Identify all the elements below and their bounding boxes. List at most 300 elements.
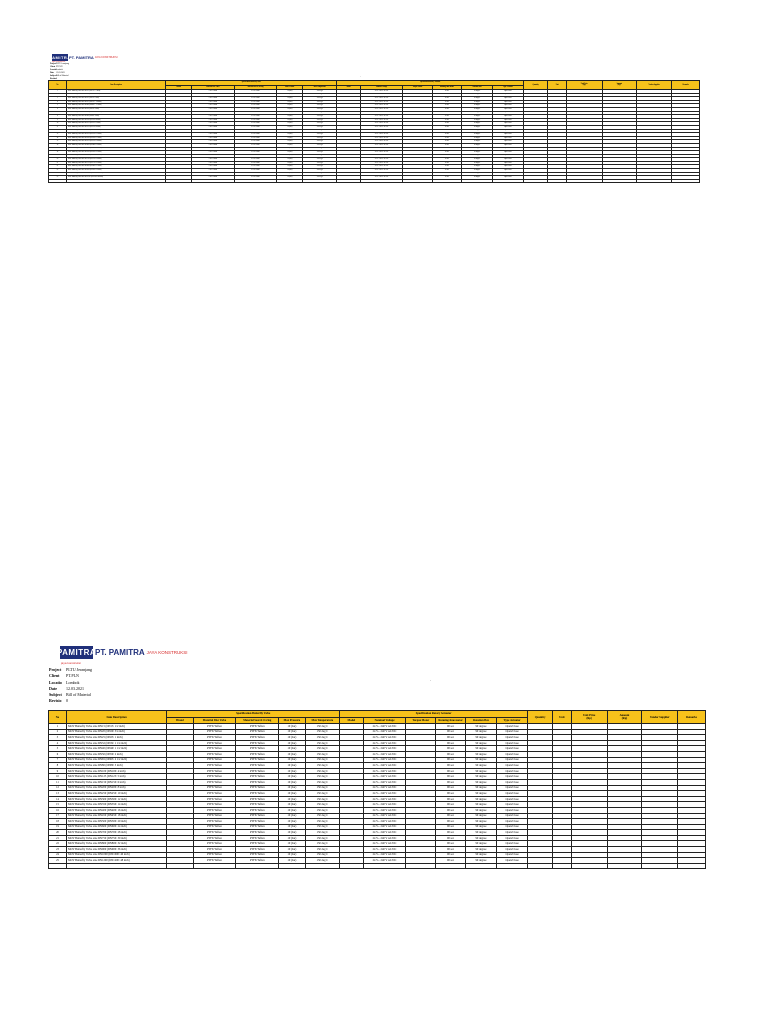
row-no: 6 xyxy=(49,751,67,757)
row-description: MOV Butterfly Valve size DN300 (DN300: 12 inch) xyxy=(66,136,165,140)
header-valve-col: Brand xyxy=(166,85,192,90)
row-nominal-voltage: 24 V... 240 V AC/DC xyxy=(360,115,402,119)
row-actuator-type: Open/Close xyxy=(497,774,528,780)
row-actuator-type: Open/Close xyxy=(492,158,523,162)
row-nominal-voltage: 24 V... 240 V AC/DC xyxy=(363,724,406,730)
row-disc-material: PTFE/Teflon xyxy=(192,100,234,104)
row-description: MOV Butterfly Valve size DN200 (DN200: 8 inch) xyxy=(66,785,166,791)
row-nominal-voltage: 24 V... 240 V AC/DC xyxy=(363,835,406,841)
row-actuator-type: Open/Close xyxy=(497,841,528,847)
row-max-pressure: 10 (bar) xyxy=(277,158,303,162)
row-max-temperature: 150 deg C xyxy=(303,147,337,151)
company-tagline: jaya konstruksi xyxy=(52,61,66,63)
row-max-temperature: 150 deg C xyxy=(303,115,337,119)
empty-cell xyxy=(167,863,193,869)
row-max-pressure: 10 (bar) xyxy=(279,729,305,735)
header-unit-price-label: Unit Price xyxy=(580,84,588,85)
row-seat-material: PTFE/Teflon xyxy=(236,757,279,763)
row-actuator-type: Open/Close xyxy=(492,107,523,111)
meta-key: Subject xyxy=(49,692,62,698)
row-nominal-voltage: 24 V... 240 V AC/DC xyxy=(360,100,402,104)
empty-cell xyxy=(66,179,165,183)
row-running-time: 90 sec xyxy=(432,143,461,147)
empty-cell xyxy=(49,863,67,869)
row-seat-material: PTFE/Teflon xyxy=(236,824,279,830)
row-description: MOV Butterfly Valve size DN900 (DN900: 36 inch) xyxy=(66,847,166,853)
row-running-time: 90 sec xyxy=(436,729,466,735)
header-remarks: Remarks xyxy=(678,711,706,724)
row-seat-material: PTFE/Teflon xyxy=(236,740,279,746)
row-disc-material: PTFE/Teflon xyxy=(193,791,236,797)
row-nominal-voltage: 24 V... 240 V AC/DC xyxy=(360,129,402,133)
row-max-temperature: 150 deg C xyxy=(303,107,337,111)
row-description: MOV Butterfly Valve size DN300 (DN300: 12 inch) xyxy=(66,796,166,802)
row-nominal-voltage: 24 V... 240 V AC/DC xyxy=(363,740,406,746)
row-description: MOV Butterfly Valve size DN32 (DN32: 1 1/4 inch) xyxy=(66,100,165,104)
row-no: 13 xyxy=(49,791,67,797)
row-rotation: 90 degree xyxy=(465,807,496,813)
row-no: 25 xyxy=(49,858,67,864)
row-no: 8 xyxy=(49,115,67,119)
row-nominal-voltage: 24 V... 240 V AC/DC xyxy=(363,807,406,813)
row-no: 20 xyxy=(49,830,67,836)
row-seat-material: PTFE/Teflon xyxy=(236,796,279,802)
header-valve-col: Material Disc Valve xyxy=(192,85,234,90)
empty-cell xyxy=(406,863,436,869)
row-seat-material: PTFE/Teflon xyxy=(236,835,279,841)
row-seat-material: PTFE/Teflon xyxy=(234,161,276,165)
row-actuator-type: Open/Close xyxy=(492,151,523,155)
row-description: MOV Butterfly Valve size DN800 (DN800: 32 inch) xyxy=(66,841,166,847)
row-max-temperature: 150 deg C xyxy=(305,779,340,785)
row-actuator-type: Open/Close xyxy=(497,757,528,763)
header-vendor: Vendor Supplier xyxy=(642,711,678,724)
row-description: MOV Butterfly Valve size DN1000 (DN1000: 40 inch) xyxy=(66,852,166,858)
row-running-time: 90 sec xyxy=(436,774,466,780)
row-actuator-type: Open/Close xyxy=(497,724,528,730)
row-seat-material: PTFE/Teflon xyxy=(236,751,279,757)
row-disc-material: PTFE/Teflon xyxy=(193,724,236,730)
row-description: MOV Butterfly Valve size DN125 (DN125: 5 inch) xyxy=(66,774,166,780)
row-actuator-type: Open/Close xyxy=(497,807,528,813)
meta-key: Date xyxy=(50,72,54,74)
row-rotation: 90 degree xyxy=(462,147,493,151)
row-seat-material: PTFE/Teflon xyxy=(234,129,276,133)
row-seat-material: PTFE/Teflon xyxy=(234,158,276,162)
logo-mark: PAMITRA xyxy=(56,648,97,657)
row-description: MOV Butterfly Valve size DN400 (DN400: 16 inch) xyxy=(66,807,166,813)
row-description: MOV Butterfly Valve size DN750 (DN750: 30 inch) xyxy=(66,161,165,165)
row-rotation: 90 degree xyxy=(462,115,493,119)
row-running-time: 90 sec xyxy=(436,807,466,813)
header-unit: Unit xyxy=(548,81,567,90)
row-max-temperature: 150 deg C xyxy=(303,161,337,165)
table-row-empty xyxy=(49,179,700,183)
row-description: MOV Butterfly Valve size DN50 (DN50: 2 inch) xyxy=(66,107,165,111)
row-disc-material: PTFE/Teflon xyxy=(192,107,234,111)
row-nominal-voltage: 24 V... 240 V AC/DC xyxy=(360,147,402,151)
row-seat-material: PTFE/Teflon xyxy=(234,140,276,144)
row-seat-material: PTFE/Teflon xyxy=(236,813,279,819)
row-disc-material: PTFE/Teflon xyxy=(192,165,234,169)
row-rotation: 90 degree xyxy=(465,768,496,774)
row-seat-material: PTFE/Teflon xyxy=(234,172,276,176)
row-disc-material: PTFE/Teflon xyxy=(192,154,234,158)
row-running-time: 90 sec xyxy=(436,813,466,819)
row-max-temperature: 150 deg C xyxy=(305,751,340,757)
row-nominal-voltage: 24 V... 240 V AC/DC xyxy=(363,830,406,836)
row-description: MOV Butterfly Valve size DN750 (DN750: 30 inch) xyxy=(66,835,166,841)
row-disc-material: PTFE/Teflon xyxy=(192,125,234,129)
empty-cell xyxy=(642,863,678,869)
row-no: 14 xyxy=(49,796,67,802)
meta-value: PLTU Jeranjang xyxy=(66,667,92,672)
row-rotation: 90 degree xyxy=(465,785,496,791)
row-rotation: 90 degree xyxy=(462,118,493,122)
empty-cell xyxy=(303,179,337,183)
row-max-pressure: 10 (bar) xyxy=(277,154,303,158)
row-running-time: 90 sec xyxy=(432,161,461,165)
row-actuator-type: Open/Close xyxy=(497,751,528,757)
row-actuator-type: Open/Close xyxy=(497,835,528,841)
row-max-temperature: 150 deg C xyxy=(305,768,340,774)
header-valve-col: Max Pressure xyxy=(279,717,305,724)
meta-value: Bill of Material xyxy=(66,692,91,698)
row-max-temperature: 150 deg C xyxy=(303,158,337,162)
meta-value: PT.PLN xyxy=(56,66,63,68)
row-description: MOV Butterfly Valve size DN250 (DN250: 10 inch) xyxy=(66,133,165,137)
header-actuator-col: Rotation Box xyxy=(465,717,496,724)
row-disc-material: PTFE/Teflon xyxy=(193,819,236,825)
row-actuator-type: Open/Close xyxy=(492,161,523,165)
row-nominal-voltage: 24 V... 240 V AC/DC xyxy=(363,819,406,825)
row-max-pressure: 10 (bar) xyxy=(277,165,303,169)
header-valve-col: Material Seat & O-ring xyxy=(236,717,279,724)
row-seat-material: PTFE/Teflon xyxy=(234,136,276,140)
row-max-temperature: 150 deg C xyxy=(305,835,340,841)
row-nominal-voltage: 24 V... 240 V AC/DC xyxy=(363,746,406,752)
row-max-pressure: 10 (bar) xyxy=(277,118,303,122)
header-spec-valve: Specification Butterfly Valve xyxy=(167,711,340,718)
header-actuator-col: Torque Motor xyxy=(403,85,432,90)
row-seat-material: PTFE/Teflon xyxy=(234,151,276,155)
empty-cell xyxy=(462,179,493,183)
row-actuator-type: Open/Close xyxy=(492,118,523,122)
row-max-pressure: 10 (bar) xyxy=(277,133,303,137)
header-actuator-col: Model xyxy=(340,717,364,724)
header-amount-label: Amount xyxy=(616,84,623,85)
row-disc-material: PTFE/Teflon xyxy=(192,93,234,97)
row-max-pressure: 10 (bar) xyxy=(277,169,303,173)
row-actuator-type: Open/Close xyxy=(492,115,523,119)
row-max-pressure: 10 (bar) xyxy=(277,97,303,101)
row-max-temperature: 150 deg C xyxy=(305,763,340,769)
row-max-pressure: 10 (bar) xyxy=(279,740,305,746)
row-nominal-voltage: 24 V... 240 V AC/DC xyxy=(363,774,406,780)
row-max-temperature: 150 deg C xyxy=(305,735,340,741)
row-seat-material: PTFE/Teflon xyxy=(234,100,276,104)
row-seat-material: PTFE/Teflon xyxy=(234,111,276,115)
row-rotation: 90 degree xyxy=(462,122,493,126)
row-disc-material: PTFE/Teflon xyxy=(192,118,234,122)
row-description: MOV Butterfly Valve size DN125 (DN125: 5 inch) xyxy=(66,122,165,126)
row-actuator-type: Open/Close xyxy=(497,858,528,864)
row-nominal-voltage: 24 V... 240 V AC/DC xyxy=(360,133,402,137)
row-running-time: 90 sec xyxy=(436,785,466,791)
meta-key: Date xyxy=(49,685,57,691)
row-running-time: 90 sec xyxy=(432,133,461,137)
header-spec-valve: Specification Butterfly Valve xyxy=(166,81,337,86)
row-disc-material: PTFE/Teflon xyxy=(193,796,236,802)
row-running-time: 90 sec xyxy=(432,104,461,108)
row-disc-material: PTFE/Teflon xyxy=(193,813,236,819)
row-description: MOV Butterfly Valve size DN500 (DN500: 20 inch) xyxy=(66,819,166,825)
row-max-temperature: 150 deg C xyxy=(303,143,337,147)
row-rotation: 90 degree xyxy=(465,724,496,730)
row-max-pressure: 10 (bar) xyxy=(279,819,305,825)
row-rotation: 90 degree xyxy=(462,143,493,147)
empty-cell xyxy=(234,179,276,183)
row-max-temperature: 150 deg C xyxy=(305,740,340,746)
meta-key: Project xyxy=(49,667,62,672)
row-no: 11 xyxy=(49,125,67,129)
row-max-temperature: 150 deg C xyxy=(303,140,337,144)
row-rotation: 90 degree xyxy=(462,129,493,133)
row-disc-material: PTFE/Teflon xyxy=(192,147,234,151)
row-no: 17 xyxy=(49,147,67,151)
empty-cell xyxy=(403,179,432,183)
row-running-time: 90 sec xyxy=(436,740,466,746)
row-running-time: 90 sec xyxy=(432,129,461,133)
row-max-pressure: 10 (bar) xyxy=(279,757,305,763)
row-disc-material: PTFE/Teflon xyxy=(193,847,236,853)
row-no: 17 xyxy=(49,813,67,819)
row-rotation: 90 degree xyxy=(462,111,493,115)
empty-cell xyxy=(523,179,548,183)
header-amount-sub: (Rp) xyxy=(621,717,628,720)
row-no: 19 xyxy=(49,154,67,158)
row-description: MOV Butterfly Valve size DN450 (DN450: 18 inch) xyxy=(66,813,166,819)
row-running-time: 90 sec xyxy=(432,115,461,119)
row-seat-material: PTFE/Teflon xyxy=(236,746,279,752)
company-subtitle: JAYA KONSTRUKSI xyxy=(146,650,188,655)
empty-cell xyxy=(166,179,192,183)
row-nominal-voltage: 24 V... 240 V AC/DC xyxy=(360,172,402,176)
empty-cell xyxy=(236,863,279,869)
row-disc-material: PTFE/Teflon xyxy=(193,852,236,858)
empty-cell xyxy=(279,863,305,869)
row-nominal-voltage: 24 V... 240 V AC/DC xyxy=(363,729,406,735)
row-running-time: 90 sec xyxy=(432,172,461,176)
row-actuator-type: Open/Close xyxy=(497,768,528,774)
row-no: 23 xyxy=(49,847,67,853)
row-nominal-voltage: 24 V... 240 V AC/DC xyxy=(360,140,402,144)
row-seat-material: PTFE/Teflon xyxy=(234,104,276,108)
header-valve-col: Material Disc Valve xyxy=(193,717,236,724)
row-max-pressure: 10 (bar) xyxy=(279,796,305,802)
row-seat-material: PTFE/Teflon xyxy=(236,735,279,741)
empty-cell xyxy=(602,179,636,183)
header-valve-col: Material Seat & O-ring xyxy=(234,85,276,90)
header-actuator-col: Model xyxy=(337,85,360,90)
row-max-temperature: 150 deg C xyxy=(303,136,337,140)
row-max-pressure: 10 (bar) xyxy=(277,147,303,151)
row-max-pressure: 10 (bar) xyxy=(279,791,305,797)
row-actuator-type: Open/Close xyxy=(492,172,523,176)
row-running-time: 90 sec xyxy=(432,122,461,126)
empty-cell xyxy=(305,863,340,869)
row-running-time: 90 sec xyxy=(436,746,466,752)
row-no: 2 xyxy=(49,729,67,735)
empty-cell xyxy=(49,179,67,183)
row-actuator-type: Open/Close xyxy=(497,729,528,735)
row-max-pressure: 10 (bar) xyxy=(277,172,303,176)
header-actuator-col: Nominal Voltage xyxy=(360,85,402,90)
row-max-temperature: 150 deg C xyxy=(303,111,337,115)
row-max-temperature: 150 deg C xyxy=(305,729,340,735)
row-description: MOV Butterfly Valve size DN150 (DN150: 6 inch) xyxy=(66,125,165,129)
row-rotation: 90 degree xyxy=(462,158,493,162)
row-seat-material: PTFE/Teflon xyxy=(236,819,279,825)
row-seat-material: PTFE/Teflon xyxy=(236,763,279,769)
row-disc-material: PTFE/Teflon xyxy=(192,176,234,180)
row-running-time: 90 sec xyxy=(436,819,466,825)
row-description: MOV Butterfly Valve size DN1000 (DN1000: 40 inch) xyxy=(66,172,165,176)
row-nominal-voltage: 24 V... 240 V AC/DC xyxy=(360,125,402,129)
header-actuator-col: Nominal Voltage xyxy=(363,717,406,724)
row-max-temperature: 150 deg C xyxy=(305,852,340,858)
row-running-time: 90 sec xyxy=(436,841,466,847)
meta-key: Project xyxy=(50,63,57,65)
row-actuator-type: Open/Close xyxy=(497,824,528,830)
row-rotation: 90 degree xyxy=(462,165,493,169)
row-rotation: 90 degree xyxy=(465,835,496,841)
row-no: 10 xyxy=(49,122,67,126)
row-disc-material: PTFE/Teflon xyxy=(192,161,234,165)
row-disc-material: PTFE/Teflon xyxy=(193,740,236,746)
meta-value: Bill of Material xyxy=(56,75,69,77)
header-valve-col: Brand xyxy=(167,717,193,724)
row-max-temperature: 150 deg C xyxy=(303,151,337,155)
header-unit-price xyxy=(566,81,602,90)
row-max-temperature: 150 deg C xyxy=(303,97,337,101)
meta-key: Client xyxy=(50,66,56,68)
empty-cell xyxy=(192,179,234,183)
row-rotation: 90 degree xyxy=(465,796,496,802)
row-running-time: 90 sec xyxy=(432,140,461,144)
row-actuator-type: Open/Close xyxy=(492,143,523,147)
row-nominal-voltage: 24 V... 240 V AC/DC xyxy=(360,143,402,147)
row-no: 5 xyxy=(49,746,67,752)
row-running-time: 90 sec xyxy=(432,100,461,104)
row-description: MOV Butterfly Valve size DN80 (DN80: 3 inch) xyxy=(66,115,165,119)
row-no: 3 xyxy=(49,735,67,741)
empty-cell xyxy=(607,863,642,869)
header-quantity: Quantity xyxy=(528,711,553,724)
row-actuator-type: Open/Close xyxy=(492,90,523,94)
row-rotation: 90 degree xyxy=(465,763,496,769)
row-description: MOV Butterfly Valve size DN15 (DN15: 1/2 inch) xyxy=(66,90,165,94)
empty-cell xyxy=(193,863,236,869)
row-max-temperature: 150 deg C xyxy=(305,757,340,763)
row-no: 18 xyxy=(49,151,67,155)
row-max-temperature: 150 deg C xyxy=(303,100,337,104)
empty-cell xyxy=(337,179,360,183)
row-max-pressure: 10 (bar) xyxy=(277,129,303,133)
header-actuator-col: Rotation Box xyxy=(462,85,493,90)
row-max-temperature: 150 deg C xyxy=(303,125,337,129)
row-disc-material: PTFE/Teflon xyxy=(193,729,236,735)
row-max-temperature: 150 deg C xyxy=(303,122,337,126)
row-rotation: 90 degree xyxy=(462,125,493,129)
row-max-pressure: 10 (bar) xyxy=(279,751,305,757)
row-description: MOV Butterfly Valve size DN40 (DN40: 1 1/2 inch) xyxy=(66,104,165,108)
row-seat-material: PTFE/Teflon xyxy=(236,830,279,836)
row-disc-material: PTFE/Teflon xyxy=(193,757,236,763)
row-max-pressure: 10 (bar) xyxy=(277,104,303,108)
row-actuator-type: Open/Close xyxy=(492,122,523,126)
row-rotation: 90 degree xyxy=(465,779,496,785)
row-nominal-voltage: 24 V... 240 V AC/DC xyxy=(360,97,402,101)
row-seat-material: PTFE/Teflon xyxy=(236,768,279,774)
header-unit: Unit xyxy=(553,711,572,724)
row-max-pressure: 10 (bar) xyxy=(279,724,305,730)
row-max-pressure: 10 (bar) xyxy=(277,115,303,119)
row-actuator-type: Open/Close xyxy=(492,169,523,173)
row-max-pressure: 10 (bar) xyxy=(277,93,303,97)
row-description: MOV Butterfly Valve size DN700 (DN700: 28 inch) xyxy=(66,830,166,836)
company-name: PT. PAMITRA xyxy=(69,55,94,60)
row-running-time: 90 sec xyxy=(432,151,461,155)
row-running-time: 90 sec xyxy=(432,158,461,162)
row-rotation: 90 degree xyxy=(462,93,493,97)
row-no: 16 xyxy=(49,807,67,813)
row-actuator-type: Open/Close xyxy=(492,100,523,104)
row-rotation: 90 degree xyxy=(462,161,493,165)
row-rotation: 90 degree xyxy=(465,824,496,830)
row-no: 16 xyxy=(49,143,67,147)
meta-value: PT.PLN xyxy=(66,673,79,679)
header-no: No xyxy=(49,81,67,90)
row-rotation: 90 degree xyxy=(465,813,496,819)
row-actuator-type: Open/Close xyxy=(497,746,528,752)
row-disc-material: PTFE/Teflon xyxy=(192,169,234,173)
row-nominal-voltage: 24 V... 240 V AC/DC xyxy=(360,158,402,162)
row-nominal-voltage: 24 V... 240 V AC/DC xyxy=(363,768,406,774)
row-seat-material: PTFE/Teflon xyxy=(234,165,276,169)
row-disc-material: PTFE/Teflon xyxy=(193,835,236,841)
header-actuator-col: Running time motor xyxy=(436,717,466,724)
row-running-time: 90 sec xyxy=(432,176,461,180)
row-running-time: 90 sec xyxy=(432,118,461,122)
row-running-time: 90 sec xyxy=(436,757,466,763)
row-running-time: 90 sec xyxy=(436,791,466,797)
row-description: MOV Butterfly Valve size DN20 (DN20: 3/4 inch) xyxy=(66,729,166,735)
row-running-time: 90 sec xyxy=(432,165,461,169)
row-no: 6 xyxy=(49,107,67,111)
row-actuator-type: Open/Close xyxy=(497,813,528,819)
row-max-pressure: 10 (bar) xyxy=(277,100,303,104)
row-running-time: 90 sec xyxy=(432,154,461,158)
row-max-temperature: 150 deg C xyxy=(303,176,337,180)
row-description: MOV Butterfly Valve size DN80 (DN80: 3 inch) xyxy=(66,763,166,769)
row-running-time: 90 sec xyxy=(436,847,466,853)
row-no: 22 xyxy=(49,165,67,169)
row-seat-material: PTFE/Teflon xyxy=(236,847,279,853)
row-description: MOV Butterfly Valve size DN350 (DN350: 14 inch) xyxy=(66,140,165,144)
header-actuator-col: Type Actuator xyxy=(492,85,523,90)
row-rotation: 90 degree xyxy=(462,107,493,111)
